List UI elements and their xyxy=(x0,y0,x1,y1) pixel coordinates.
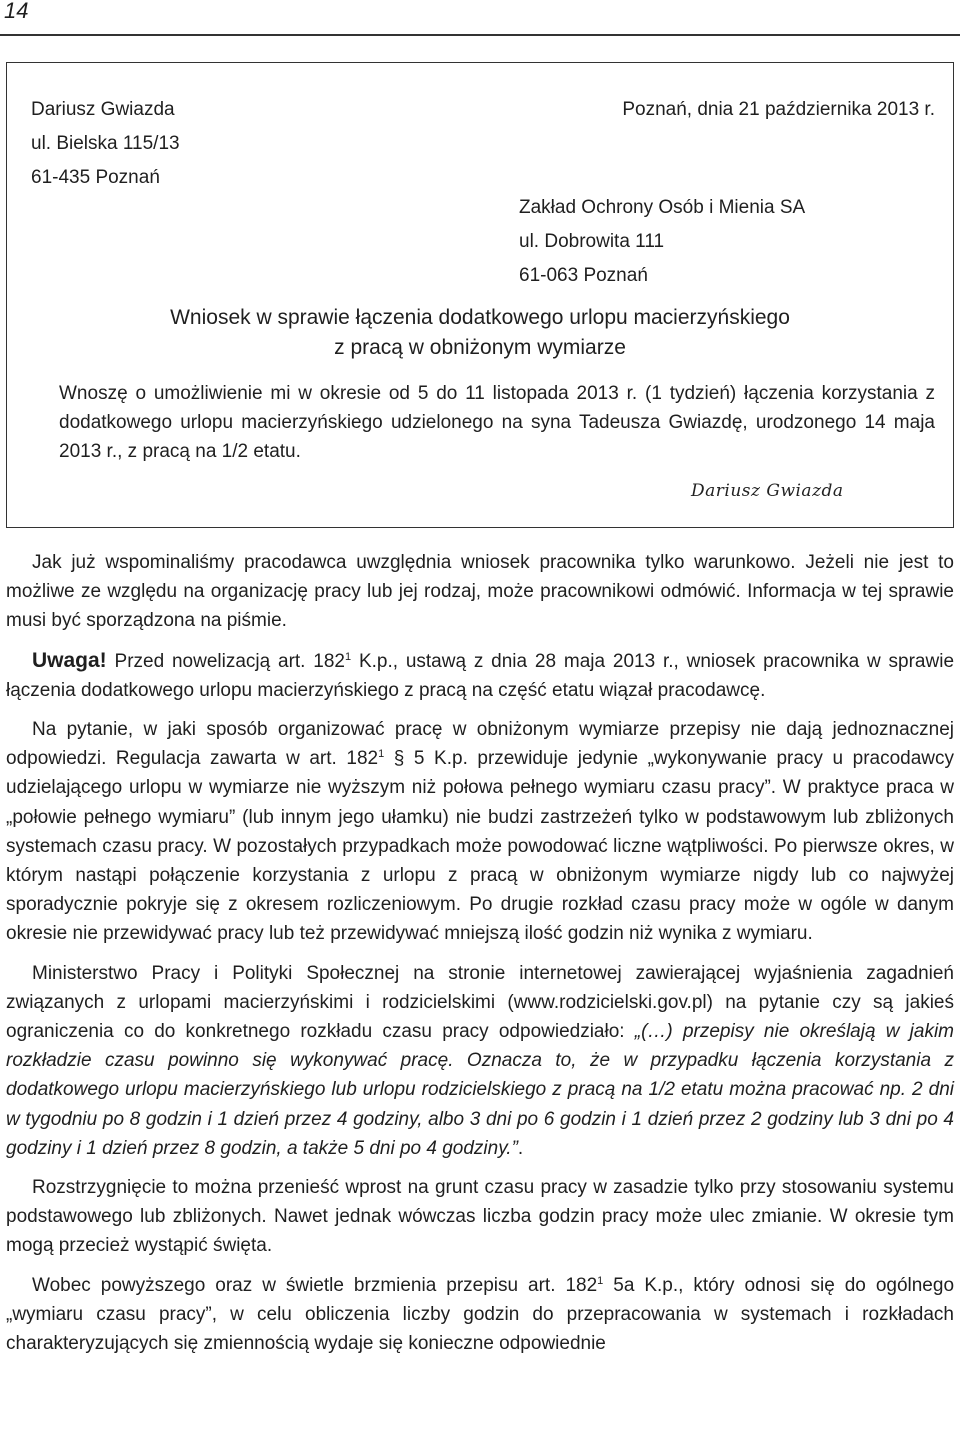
sender-address xyxy=(31,93,180,195)
handwritten-signature: Dariusz Gwiazda xyxy=(691,481,844,501)
ministry-quote: „(…) przepisy nie określają w jakim rozkładzie czasu powinno się wykonywać pracę. Oznacza to, że w przypadku łączenia korzystania z dodatkowego urlopu macierzyńskiego lub urlopu rodzicielskiego z pracą na 1/2 etatu można pracować np. 2 dni w tygodniu po 8 godzin i 1 dzień przez 4 godziny, albo 3 dni po 6 godzin i 1 dzień przez 2 godziny lub 3 dni po 4 godziny i 1 dzień przez 8 godzin, a także 5 dni po 4 godziny.” xyxy=(6,1021,954,1159)
paragraph-2: Uwaga! Przed nowelizacją art. $182^1$ K.p., ustawą z dnia 28 maja 2013 r., wniosek pracownika w sprawie łączenia dodatkowego urlopu macierzyńskiego z pracą na część etatu wiązał pracodawcę. xyxy=(6,648,955,701)
recipient-street: ul. Dobrowita 111 xyxy=(519,231,665,252)
sample-letter-box xyxy=(6,62,954,528)
page-number: 14 xyxy=(4,0,29,23)
letter-date: Poznań, dnia 21 października 2013 r. xyxy=(622,99,935,120)
recipient-city: 61-063 Poznań xyxy=(519,265,648,286)
header-rule xyxy=(0,34,960,36)
recipient-name: Zakład Ochrony Osób i Mienia SA xyxy=(519,197,806,218)
paragraph-4: Ministerstwo Pracy i Polityki Społecznej na stronie internetowej zawierającej wyjaśnienia zagadnień związanych z urlopami macierzyńskimi i rodzicielskimi (www.rodzicielski.gov.pl) na pytanie czy są jakieś ograniczenia co do konkretnego rozkładu czasu pracy odpowiedziało: „(…) przepisy nie określają w jakim rozkładzie czasu powinno się wykonywać pracę. Oznacza to, że w przypadku łączenia korzystania z dodatkowego urlopu macierzyńskiego lub urlopu rodzicielskiego z pracą na 1/2 etatu można pracować np. 2 dni w tygodniu po 8 godzin i 1 dzień przez 4 godziny, albo 3 dni po 6 godzin i 1 dzień przez 2 godziny lub 3 dni po 4 godziny i 1 dzień przez 8 godzin, a także 5 dni po 4 godziny.”. xyxy=(6,962,954,1159)
paragraph-5: Rozstrzygnięcie to można przenieść wprost na grunt czasu pracy w zasadzie tylko przy stosowaniu systemu podstawowego lub zbliżonych. Nawet jednak wówczas liczba godzin pracy może ulec zmianie. W okresie tym mogą przecież wystąpić święta. xyxy=(6,1177,954,1257)
sender-street: ul. Bielska 115/13 xyxy=(31,133,180,154)
letter-subject xyxy=(7,303,953,363)
paragraph-6: Wobec powyższego oraz w świetle brzmienia przepisu art. $182^1$ 5a K.p., który odnosi się do ogólnego „wymiaru czasu pracy”, w celu obliczenia liczby godzin do przepracowania w systemach i rozkładach charakteryzujących się zmiennością wydaje się konieczne odpowiednie xyxy=(6,1274,955,1355)
subject-line-2: z pracą w obniżonym wymiarze xyxy=(334,336,626,359)
sender-city: 61-435 Poznań xyxy=(31,167,160,188)
subject-line-1: Wniosek w sprawie łączenia dodatkowego urlopu macierzyńskiego xyxy=(170,306,790,329)
letter-request-text: Wnoszę o umożliwienie mi w okresie od 5 do 11 listopada 2013 r. (1 tydzień) łączenia korzystania z dodatkowego urlopu macierzyńskiego udzielonego na syna Tadeusza Gwiazdę, urodzonego 14 maja 2013 r., z pracą na 1/2 etatu. xyxy=(59,383,935,462)
sender-name: Dariusz Gwiazda xyxy=(31,99,175,120)
recipient-address xyxy=(519,191,805,293)
article-body xyxy=(6,548,954,1368)
warning-label: Uwaga! xyxy=(32,648,107,672)
paragraph-3: Na pytanie, w jaki sposób organizować pracę w obniżonym wymiarze przepisy nie dają jednoznacznej odpowiedzi. Regulacja zawarta w art. $182^1$ § 5 K.p. przewiduje jedynie „wykonywanie pracy u pracodawcy udzielającego urlopu w wymiarze nie wyższym niż połowa pełnego wymiaru czasu pracy”. W praktyce praca w „połowie pełnego wymiaru” (lub innym jego ułamku) nie budzi zastrzeżeń tylko w podstawowym lub zbliżonych systemach czasu pracy. W pozostałych przypadkach może powodować liczne wątpliwości. Po pierwsze okres, w którym nastąpi połączenie korzystania z urlopu z pracą w obniżonym wymiarze nigdy lub co najwyżej sporadycznie pokryje się z okresem rozliczeniowym. Po drugie rozkład czasu pracy może w ogóle w danym okresie nie przewidywać pracy lub też przewidywać mniejszą ilość godzin niż wynika z wymiaru. xyxy=(6,719,955,945)
paragraph-1: Jak już wspominaliśmy pracodawca uwzględnia wniosek pracownika tylko warunkowo. Jeżeli nie jest to możliwe ze względu na organizację pracy lub jej rodzaj, może pracownikowi odmówić. Informacja w tej sprawie musi być sporządzona na piśmie. xyxy=(6,552,954,632)
